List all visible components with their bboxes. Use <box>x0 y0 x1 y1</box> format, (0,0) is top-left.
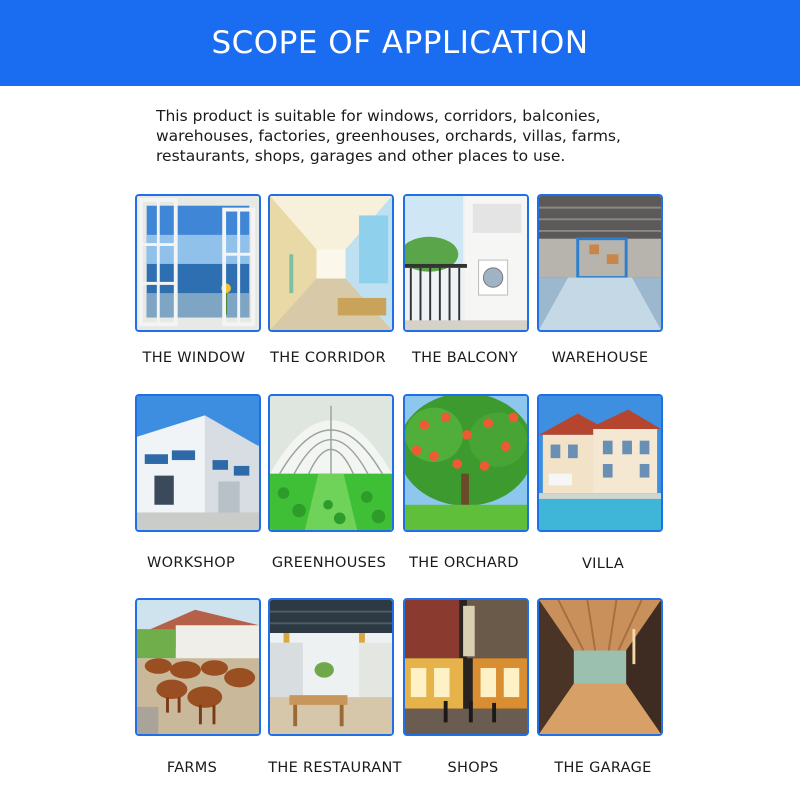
greenhouse-image <box>268 394 394 532</box>
caption-garage: THE GARAGE <box>554 760 652 776</box>
farms-image <box>135 598 261 736</box>
intro-line-3: restaurants, shops, garages and other places to use. <box>156 147 566 165</box>
restaurant-image <box>268 598 394 736</box>
shops-image <box>403 598 529 736</box>
caption-shops: SHOPS <box>447 760 499 776</box>
page-title: SCOPE OF APPLICATION <box>211 25 589 61</box>
caption-window: THE WINDOW <box>142 350 246 366</box>
balcony-image <box>403 194 529 332</box>
caption-workshop: WORKSHOP <box>147 555 235 571</box>
warehouse-image <box>537 194 663 332</box>
corridor-image <box>268 194 394 332</box>
caption-balcony: THE BALCONY <box>411 350 519 366</box>
orchard-image <box>403 394 529 532</box>
caption-restaurant: THE RESTAURANT <box>268 760 402 776</box>
header-banner <box>0 0 800 86</box>
caption-corridor: THE CORRIDOR <box>270 350 386 366</box>
workshop-image <box>135 394 261 532</box>
caption-warehouse: WAREHOUSE <box>551 350 649 366</box>
caption-villa: VILLA <box>581 556 625 572</box>
window-image <box>135 194 261 332</box>
intro-line-2: warehouses, factories, greenhouses, orchards, villas, farms, <box>156 127 621 145</box>
intro-text <box>156 106 676 166</box>
garage-image <box>537 598 663 736</box>
caption-farms: FARMS <box>166 760 218 776</box>
villa-image <box>537 394 663 532</box>
caption-orchard: THE ORCHARD <box>409 555 519 571</box>
caption-greenhouses: GREENHOUSES <box>271 555 387 571</box>
intro-line-1: This product is suitable for windows, corridors, balconies, <box>156 107 601 125</box>
